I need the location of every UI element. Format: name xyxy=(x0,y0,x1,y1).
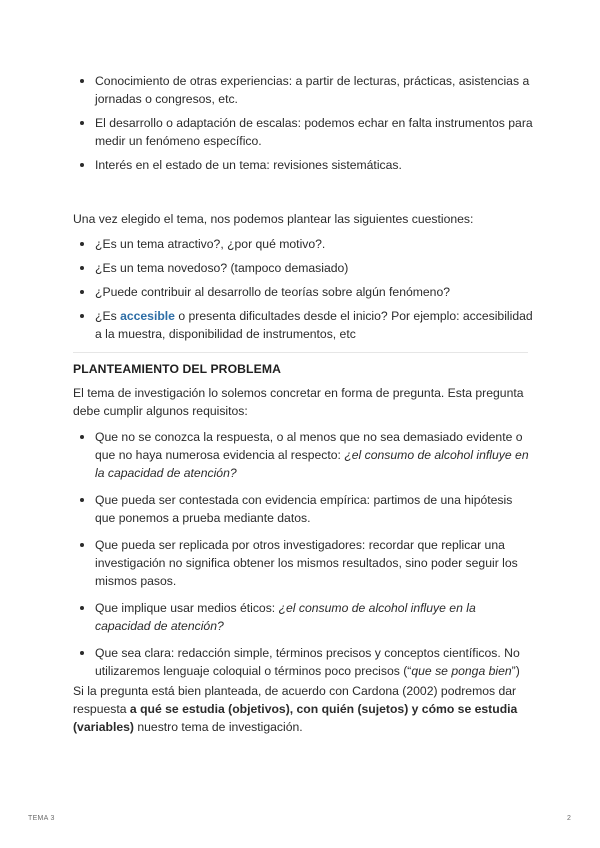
conclusion-text: nuestro tema de investigación. xyxy=(133,720,303,734)
list-item: ¿Es un tema atractivo?, ¿por qué motivo?. xyxy=(73,235,533,253)
requirement-example: ¿el consumo de alcohol influye en la capacidad de atención? xyxy=(95,601,476,633)
conclusion-paragraph xyxy=(73,682,533,736)
list-item: Que pueda ser replicada por otros investigadores: recordar que replicar una investigación no significa obtener los mismos resultados, sino poder seguir los mismos pasos. xyxy=(73,536,533,590)
requirement-text: ”) xyxy=(511,664,520,678)
list-item xyxy=(73,644,533,680)
requirements-list xyxy=(73,428,533,689)
question-text: ¿Es xyxy=(95,309,121,323)
conclusion-emphasis: a qué se estudia (objetivos), con quién (sujetos) y cómo se estudia (variables) xyxy=(73,702,518,734)
list-item: ¿Puede contribuir al desarrollo de teorías sobre algún fenómeno? xyxy=(73,283,533,301)
list-item xyxy=(73,428,533,482)
sources-list xyxy=(73,72,533,180)
list-item: Conocimiento de otras experiencias: a partir de lecturas, prácticas, asistencias a jornadas o congresos, etc. xyxy=(73,72,533,108)
questions-list xyxy=(73,235,533,349)
list-item xyxy=(73,307,533,343)
page-number: 2 xyxy=(567,815,571,822)
list-item xyxy=(73,599,533,635)
conclusion-text: Si la pregunta está bien planteada, de acuerdo con Cardona (2002) podremos dar respuesta xyxy=(73,684,517,716)
accesible-link[interactable]: accesible xyxy=(120,309,175,323)
requirement-text: Que no se conozca la respuesta, o al menos que no sea demasiado evidente o que no haya numerosa evidencia al respecto: xyxy=(95,430,523,462)
list-item: ¿Es un tema novedoso? (tampoco demasiado) xyxy=(73,259,533,277)
requirements-intro: El tema de investigación lo solemos concretar en forma de pregunta. Esta pregunta debe cumplir algunos requisitos: xyxy=(73,386,524,418)
requirement-text: Que implique usar medios éticos: xyxy=(95,601,279,615)
question-text: o presenta dificultades desde el inicio? Por ejemplo: accesibilidad a la muestra, disponibilidad de instrumentos, etc xyxy=(95,309,533,341)
footer-chapter: TEMA 3 xyxy=(28,815,55,822)
requirement-text: Que sea clara: redacción simple, términos precisos y conceptos científicos. No utilizaremos lenguaje coloquial o términos poco precisos (“ xyxy=(95,646,520,678)
list-item: El desarrollo o adaptación de escalas: podemos echar en falta instrumentos para medir un fenómeno específico. xyxy=(73,114,533,150)
requirement-example: ¿el consumo de alcohol influye en la capacidad de atención? xyxy=(95,448,529,480)
intro-paragraph: Una vez elegido el tema, nos podemos plantear las siguientes cuestiones: xyxy=(73,212,474,226)
section-heading: PLANTEAMIENTO DEL PROBLEMA xyxy=(73,362,281,376)
requirement-example: que se ponga bien xyxy=(411,664,512,678)
list-item: Interés en el estado de un tema: revisiones sistemáticas. xyxy=(73,156,533,174)
list-item: Que pueda ser contestada con evidencia empírica: partimos de una hipótesis que ponemos a prueba mediante datos. xyxy=(73,491,533,527)
section-divider xyxy=(73,352,528,353)
